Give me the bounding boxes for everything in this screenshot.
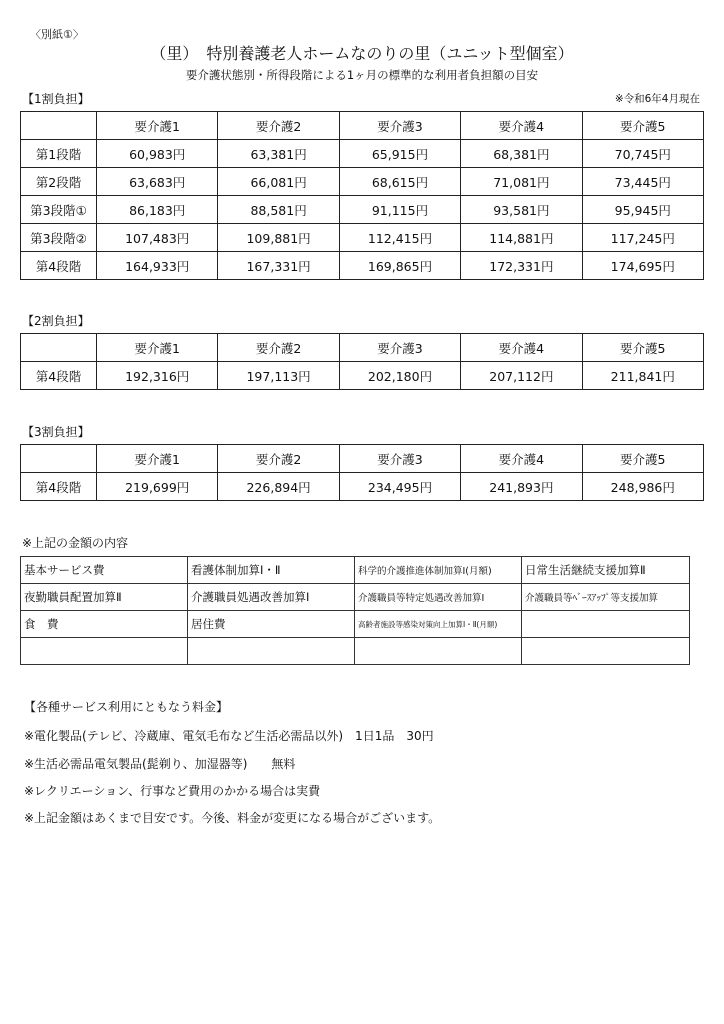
table-row: [21, 196, 704, 224]
header-care-level: 要介護4: [461, 112, 582, 140]
table-row: [21, 611, 690, 638]
fee-cell: 192,316円: [97, 362, 218, 390]
stage-label: 第3段階②: [21, 224, 97, 252]
breakdown-item: [522, 611, 690, 638]
fee-cell: 65,915円: [339, 140, 460, 168]
fee-cell: 95,945円: [582, 196, 703, 224]
header-care-level: 要介護2: [218, 445, 339, 473]
fee-cell: 73,445円: [582, 168, 703, 196]
fee-cell: 68,615円: [339, 168, 460, 196]
breakdown-label: ※上記の金額の内容: [22, 536, 129, 550]
table-row: [21, 252, 704, 280]
note-line: ※上記金額はあくまで目安です。今後、料金が変更になる場合がございます。: [24, 811, 441, 825]
table-row: [21, 362, 704, 390]
breakdown-item: [188, 638, 355, 665]
header-care-level: 要介護2: [218, 334, 339, 362]
table-row: [21, 638, 690, 665]
breakdown-table: [20, 556, 690, 665]
table-row: [21, 557, 690, 584]
stage-label: 第2段階: [21, 168, 97, 196]
fee-cell: 68,381円: [461, 140, 582, 168]
header-care-level: 要介護1: [97, 445, 218, 473]
fee-cell: 70,745円: [582, 140, 703, 168]
header-care-level: 要介護5: [582, 445, 703, 473]
table-row: [21, 473, 704, 501]
fee-table-10pct: [20, 111, 704, 280]
note-line: ※レクリエーション、行事など費用のかかる場合は実費: [24, 784, 321, 798]
breakdown-item: 看護体制加算Ⅰ・Ⅱ: [188, 557, 355, 584]
header-care-level: 要介護3: [339, 112, 460, 140]
fee-cell: 114,881円: [461, 224, 582, 252]
fee-cell: 174,695円: [582, 252, 703, 280]
header-care-level: 要介護3: [339, 445, 460, 473]
fee-cell: 63,683円: [97, 168, 218, 196]
stage-label: 第1段階: [21, 140, 97, 168]
note-line: ※生活必需品電気製品(髭剃り、加湿器等) 無料: [24, 757, 296, 771]
fee-cell: 112,415円: [339, 224, 460, 252]
table-row: [21, 168, 704, 196]
fee-cell: 93,581円: [461, 196, 582, 224]
fee-cell: 172,331円: [461, 252, 582, 280]
fee-cell: 202,180円: [339, 362, 460, 390]
fee-cell: 66,081円: [218, 168, 339, 196]
other-services-label: 【各種サービス利用にともなう料金】: [24, 700, 229, 714]
fee-cell: 207,112円: [461, 362, 582, 390]
breakdown-item: 基本サービス費: [21, 557, 188, 584]
breakdown-item: 夜勤職員配置加算Ⅱ: [21, 584, 188, 611]
header-care-level: 要介護5: [582, 334, 703, 362]
fee-cell: 91,115円: [339, 196, 460, 224]
breakdown-item: 居住費: [188, 611, 355, 638]
table-row: [21, 584, 690, 611]
fee-cell: 164,933円: [97, 252, 218, 280]
fee-cell: 71,081円: [461, 168, 582, 196]
fee-cell: 117,245円: [582, 224, 703, 252]
stage-label: 第4段階: [21, 473, 97, 501]
fee-cell: 226,894円: [218, 473, 339, 501]
header-row: [21, 112, 704, 140]
breakdown-item: 高齢者施設等感染対策向上加算Ⅰ・Ⅱ(月額): [355, 611, 522, 638]
as-of-date: ※令和6年4月現在: [614, 93, 700, 105]
header-care-level: 要介護1: [97, 334, 218, 362]
table-row: [21, 140, 704, 168]
breakdown-item: 科学的介護推進体制加算Ⅰ(月額): [355, 557, 522, 584]
breakdown-item: 介護職員等ﾍﾞｰｽｱｯﾌﾟ等支援加算: [522, 584, 690, 611]
fee-cell: 248,986円: [582, 473, 703, 501]
fee-table-30pct: [20, 444, 704, 501]
header-care-level: 要介護2: [218, 112, 339, 140]
note-line: ※電化製品(テレビ、冷蔵庫、電気毛布など生活必需品以外) 1日1品 30円: [24, 729, 434, 743]
page-subtitle: 要介護状態別・所得段階による1ヶ月の標準的な利用者負担額の目安: [185, 68, 539, 82]
breakdown-item: 介護職員等特定処遇改善加算Ⅰ: [355, 584, 522, 611]
attachment-label: 〈別紙①〉: [30, 28, 84, 41]
fee-cell: 167,331円: [218, 252, 339, 280]
breakdown-item: 食 費: [21, 611, 188, 638]
header-care-level: 要介護4: [461, 445, 582, 473]
fee-cell: 109,881円: [218, 224, 339, 252]
header-care-level: 要介護5: [582, 112, 703, 140]
section3-label: 【3割負担】: [22, 425, 90, 439]
stage-label: 第4段階: [21, 362, 97, 390]
fee-cell: 219,699円: [97, 473, 218, 501]
section2-label: 【2割負担】: [22, 314, 90, 328]
header-row: [21, 445, 704, 473]
fee-cell: 241,893円: [461, 473, 582, 501]
header-blank: [21, 334, 97, 362]
stage-label: 第3段階①: [21, 196, 97, 224]
table-row: [21, 224, 704, 252]
breakdown-item: 介護職員処遇改善加算Ⅰ: [188, 584, 355, 611]
page-title: （里） 特別養護老人ホームなのりの里（ユニット型個室）: [150, 44, 574, 63]
header-care-level: 要介護3: [339, 334, 460, 362]
fee-cell: 86,183円: [97, 196, 218, 224]
stage-label: 第4段階: [21, 252, 97, 280]
breakdown-item: [21, 638, 188, 665]
header-blank: [21, 112, 97, 140]
fee-cell: 197,113円: [218, 362, 339, 390]
fee-cell: 88,581円: [218, 196, 339, 224]
breakdown-item: 日常生活継続支援加算Ⅱ: [522, 557, 690, 584]
breakdown-item: [355, 638, 522, 665]
section1-label: 【1割負担】: [22, 92, 90, 106]
fee-cell: 63,381円: [218, 140, 339, 168]
header-blank: [21, 445, 97, 473]
fee-cell: 60,983円: [97, 140, 218, 168]
fee-cell: 169,865円: [339, 252, 460, 280]
fee-cell: 107,483円: [97, 224, 218, 252]
breakdown-item: [522, 638, 690, 665]
fee-cell: 211,841円: [582, 362, 703, 390]
fee-table-20pct: [20, 333, 704, 390]
header-care-level: 要介護1: [97, 112, 218, 140]
header-row: [21, 334, 704, 362]
fee-cell: 234,495円: [339, 473, 460, 501]
header-care-level: 要介護4: [461, 334, 582, 362]
